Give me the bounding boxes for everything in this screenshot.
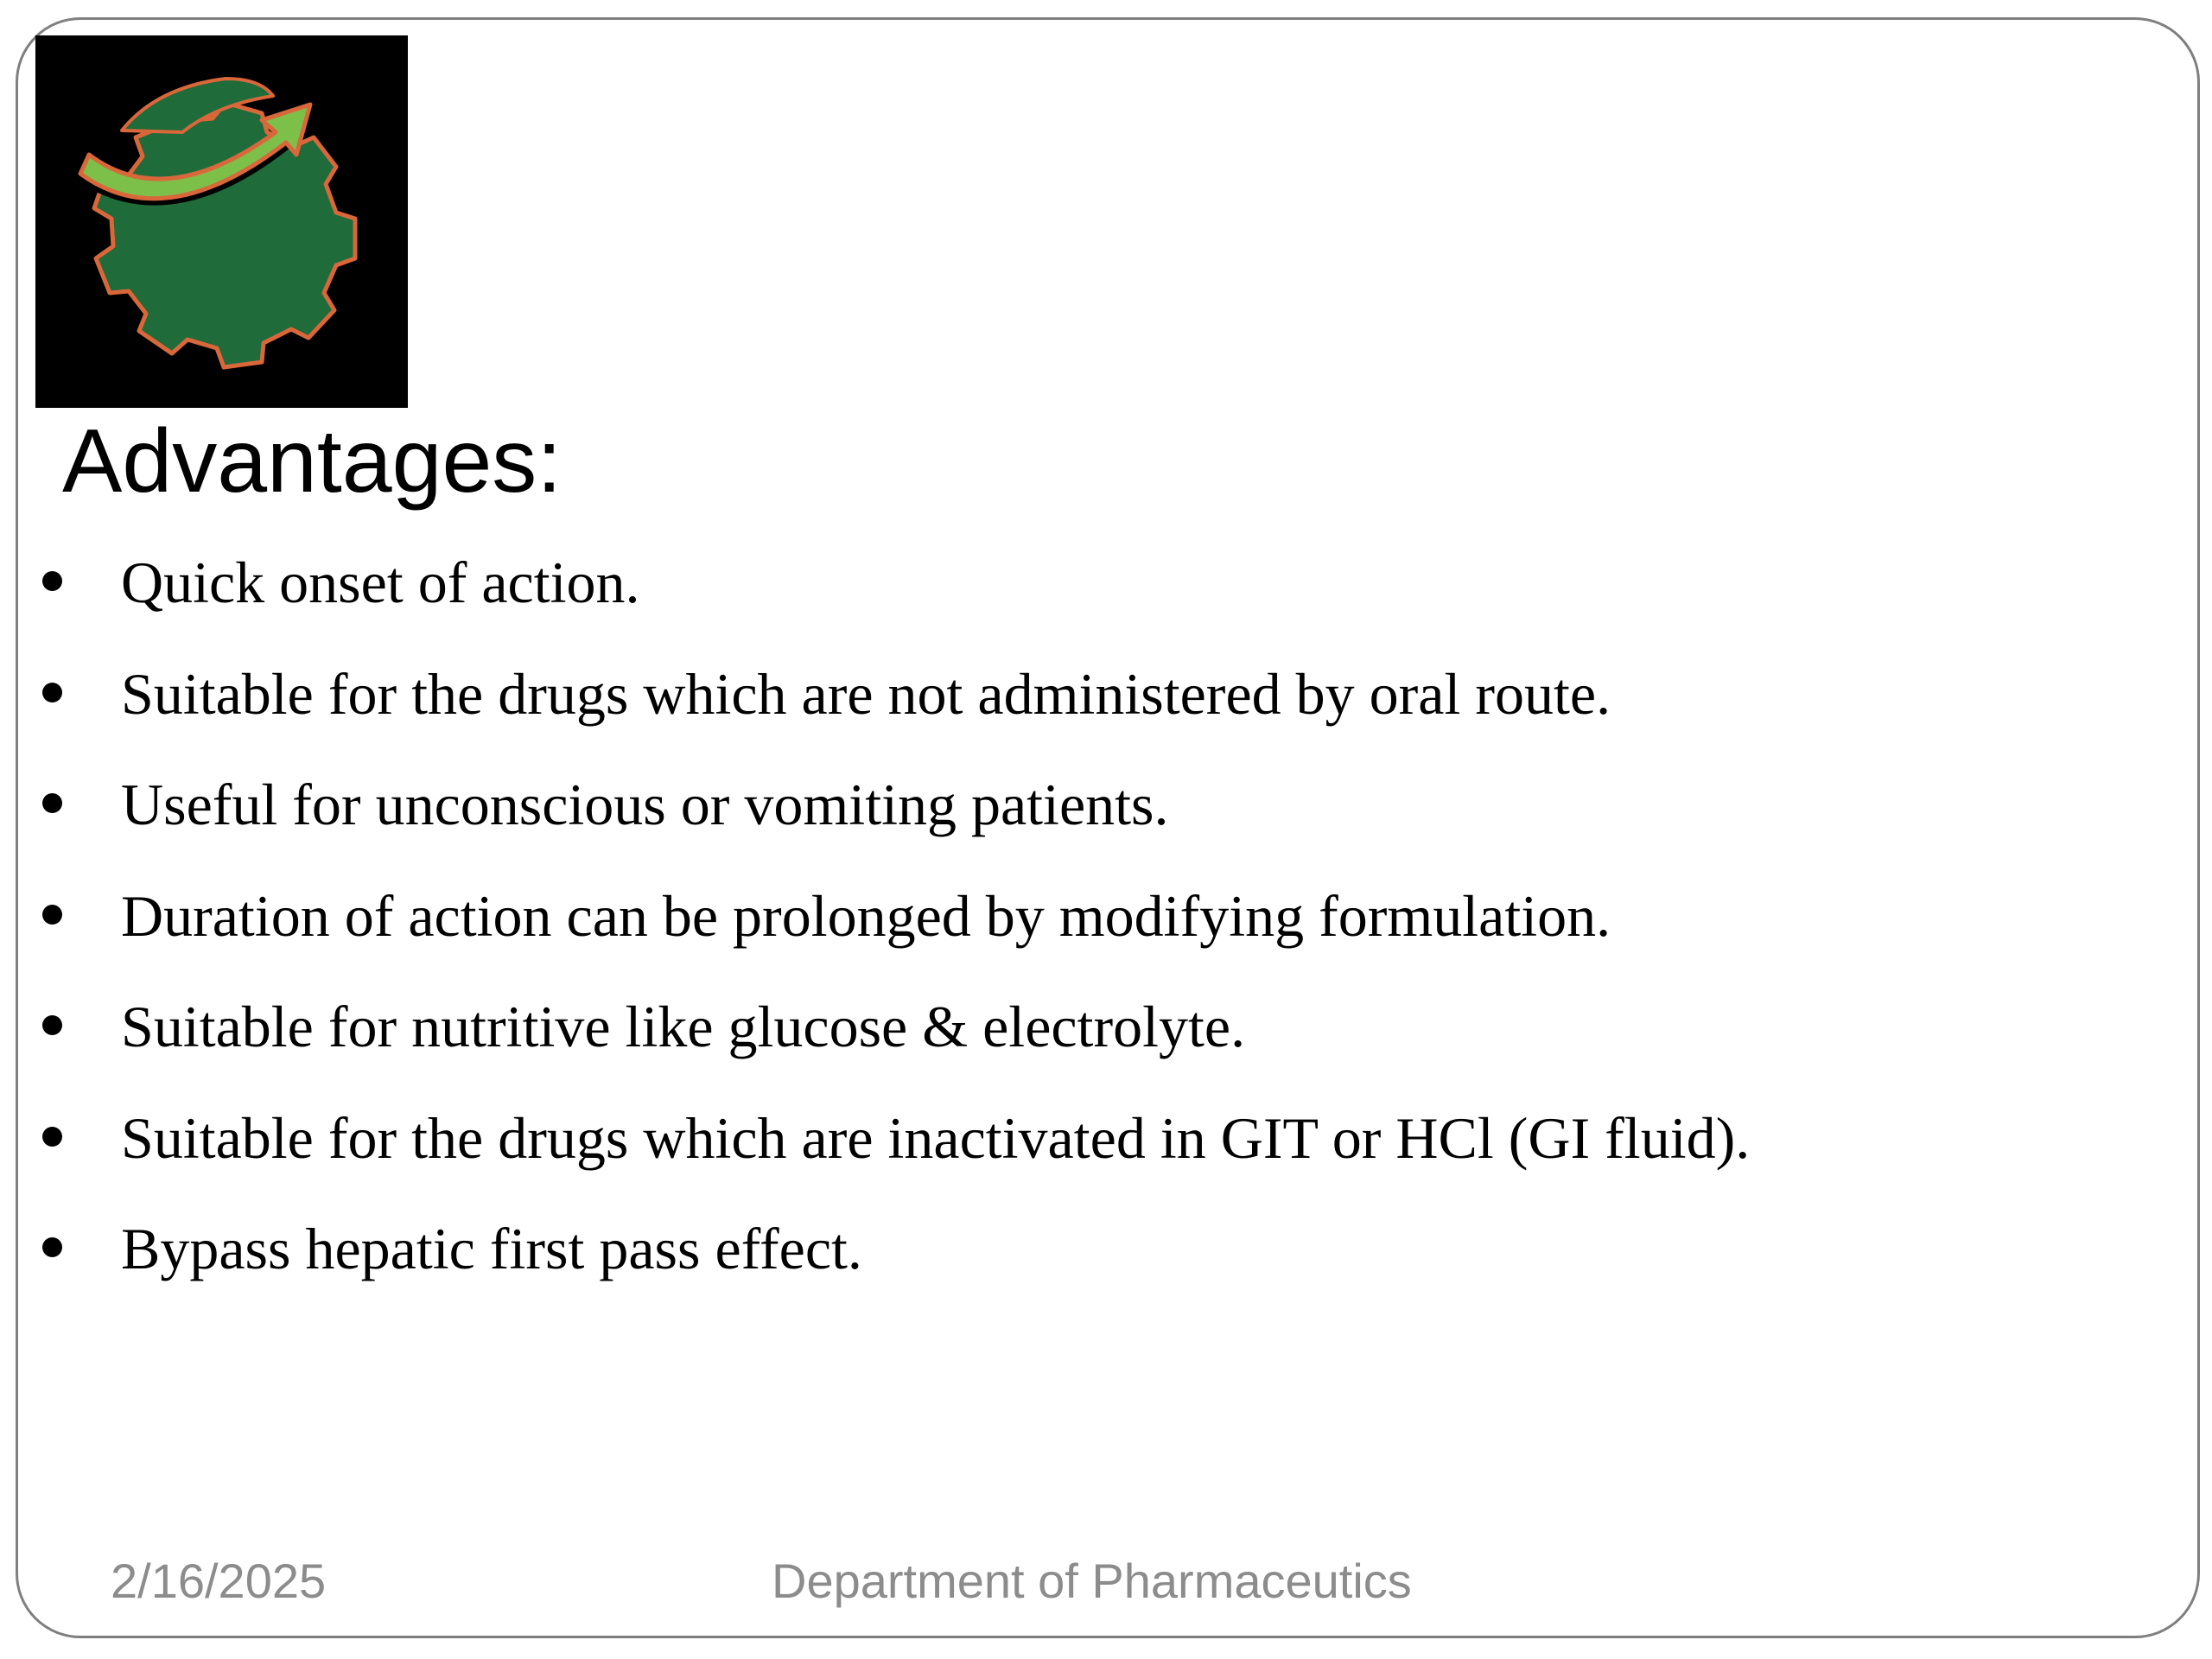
bullet-icon <box>42 1237 62 1257</box>
bullet-text: Useful for unconscious or vomiting patients. <box>121 772 1169 837</box>
footer-department: Department of Pharmaceutics <box>772 1554 1412 1608</box>
bullet-text: Quick onset of action. <box>121 550 640 615</box>
list-item <box>0 983 1987 1095</box>
slide-title: Advantages: <box>62 411 563 512</box>
bullet-text: Suitable for the drugs which are inactivated in GIT or HCl (GI fluid). <box>121 1104 1751 1171</box>
footer-date: 2/16/2025 <box>111 1554 327 1608</box>
advantages-list <box>0 539 1987 1317</box>
list-item <box>0 651 1987 762</box>
list-item <box>0 539 1987 651</box>
list-item <box>0 873 1987 984</box>
bullet-icon <box>42 683 62 702</box>
bullet-icon <box>42 793 62 813</box>
bullet-icon <box>42 905 62 925</box>
bullet-text: Suitable for the drugs which are not administered by oral route. <box>121 660 1611 727</box>
bullet-text: Bypass hepatic first pass effect. <box>121 1216 862 1281</box>
list-item <box>0 761 1987 873</box>
bullet-text: Suitable for nutritive like glucose & electrolyte. <box>121 994 1246 1059</box>
bullet-icon <box>42 1015 62 1035</box>
bullet-text: Duration of action can be prolonged by modifying formulation. <box>121 882 1611 949</box>
list-item <box>0 1205 1987 1317</box>
list-item <box>0 1095 1987 1206</box>
bullet-icon <box>42 1127 62 1147</box>
bullet-icon <box>42 571 62 591</box>
gear-with-upward-arrow-icon <box>35 35 408 408</box>
